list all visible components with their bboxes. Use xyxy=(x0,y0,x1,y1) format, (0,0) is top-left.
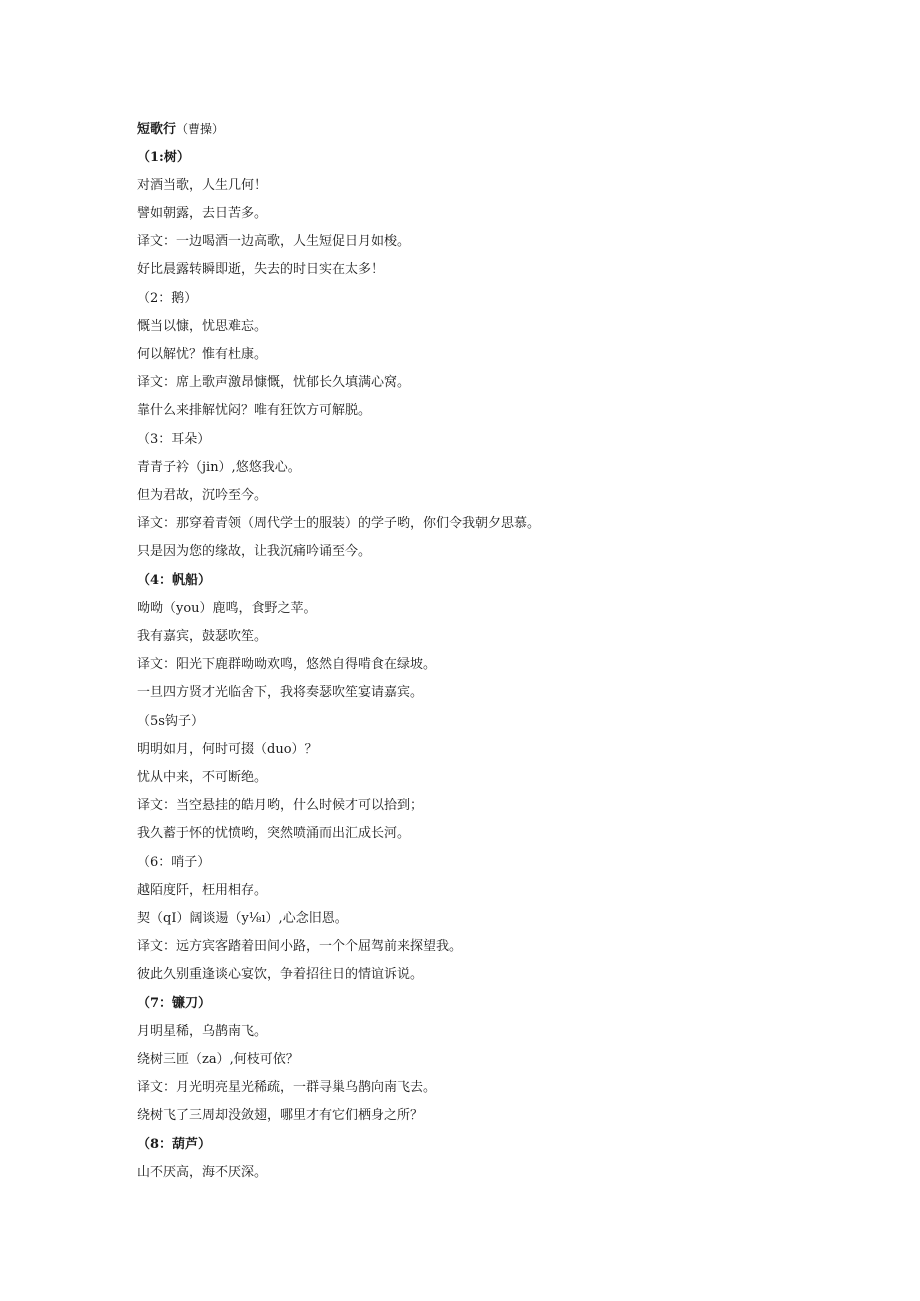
section-4 xyxy=(137,566,837,707)
section-heading-text: （6：哨子） xyxy=(137,855,211,870)
section-heading xyxy=(137,425,837,454)
poem-title: 短歌行 xyxy=(137,122,177,137)
translation-line: 译文：一边喝酒一边高歌，人生短促日月如梭。 xyxy=(137,234,411,249)
section-heading xyxy=(137,989,837,1018)
verse-line: 何以解忧？惟有杜康。 xyxy=(137,347,268,362)
section-heading-text: （1:树） xyxy=(137,150,190,165)
translation-line: 译文：当空悬挂的皓月哟，什么时候才可以拾到； xyxy=(137,798,424,813)
verse-line: 我有嘉宾，鼓瑟吹笙。 xyxy=(137,629,268,644)
section-7 xyxy=(137,989,837,1130)
translation-line: 译文：远方宾客踏着田间小路，一个个屈驾前来探望我。 xyxy=(137,939,463,954)
section-heading-text: （2：鹅） xyxy=(137,291,198,306)
poem-title-line xyxy=(137,116,837,143)
translation-line: 一旦四方贤才光临舍下，我将奏瑟吹笙宴请嘉宾。 xyxy=(137,685,424,700)
section-2 xyxy=(137,284,837,425)
document-page xyxy=(137,116,837,1187)
verse-line: 青青子衿（jin）,悠悠我心。 xyxy=(137,460,301,475)
verse-line: 慨当以慷，忧思难忘。 xyxy=(137,319,268,334)
translation-line: 绕树飞了三周却没敛翅，哪里才有它们栖身之所？ xyxy=(137,1108,424,1123)
section-heading xyxy=(137,566,837,595)
verse-line: 明明如月，何时可掇（duo）？ xyxy=(137,742,318,757)
section-heading-text: （7：镰刀） xyxy=(137,996,212,1011)
verse-line: 忧从中来，不可断绝。 xyxy=(137,770,268,785)
translation-line: 译文：那穿着青领（周代学士的服装）的学子哟，你们令我朝夕思慕。 xyxy=(137,516,541,531)
section-heading xyxy=(137,707,837,736)
section-heading xyxy=(137,143,837,172)
translation-line: 彼此久别重逢谈心宴饮，争着招往日的情谊诉说。 xyxy=(137,967,424,982)
section-1 xyxy=(137,143,837,284)
translation-line: 译文：月光明亮星光稀疏，一群寻巢乌鹊向南飞去。 xyxy=(137,1080,437,1095)
section-heading xyxy=(137,1130,837,1159)
translation-line: 我久蓄于怀的忧愤哟，突然喷涌而出汇成长河。 xyxy=(137,826,411,841)
verse-line: 譬如朝露，去日苦多。 xyxy=(137,206,268,221)
section-heading-text: （8：葫芦） xyxy=(137,1137,212,1152)
verse-line: 但为君故，沉吟至今。 xyxy=(137,488,268,503)
translation-line: 好比晨露转瞬即逝，失去的时日实在太多！ xyxy=(137,262,385,277)
verse-line: 越陌度阡，枉用相存。 xyxy=(137,883,268,898)
translation-line: 译文：席上歌声激昂慷慨，忧郁长久填满心窝。 xyxy=(137,375,411,390)
verse-line: 对酒当歌，人生几何！ xyxy=(137,178,268,193)
section-3 xyxy=(137,425,837,566)
verse-line: 绕树三匝（za）,何枝可依？ xyxy=(137,1052,299,1067)
translation-line: 靠什么来排解忧闷？唯有狂饮方可解脱。 xyxy=(137,403,372,418)
section-5 xyxy=(137,707,837,848)
section-heading-text: （3：耳朵） xyxy=(137,432,211,447)
verse-line: 山不厌高，海不厌深。 xyxy=(137,1165,268,1180)
section-heading-text: （4：帆船） xyxy=(137,573,212,588)
translation-line: 只是因为您的缘故，让我沉痛吟诵至今。 xyxy=(137,544,372,559)
translation-line: 译文：阳光下鹿群呦呦欢鸣，悠然自得啃食在绿坡。 xyxy=(137,657,437,672)
poem-author: （曹操） xyxy=(176,122,225,136)
section-6 xyxy=(137,848,837,989)
verse-line: 月明星稀，乌鹊南飞。 xyxy=(137,1024,268,1039)
section-8 xyxy=(137,1130,837,1187)
section-heading-text: （5s钩子） xyxy=(137,714,204,729)
verse-line: 呦呦（you）鹿鸣，食野之苹。 xyxy=(137,601,317,616)
section-heading xyxy=(137,284,837,313)
verse-line: 契（qI）阔谈逿（y⅛ı）,心念旧恩。 xyxy=(137,911,348,926)
section-heading xyxy=(137,848,837,877)
